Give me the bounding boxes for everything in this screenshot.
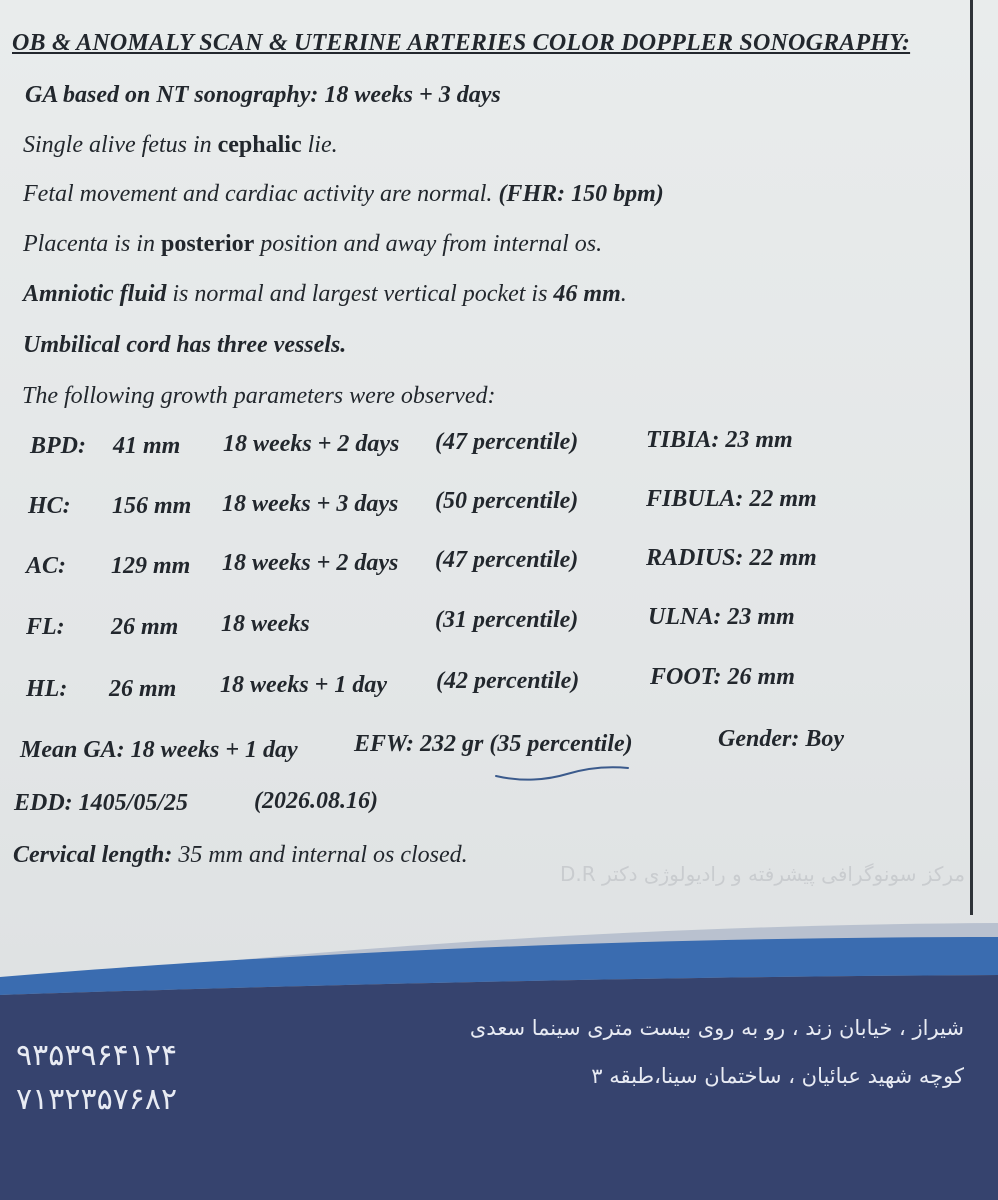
- bone-measure: TIBIA: 23 mm: [646, 427, 793, 453]
- cervical-line: [13, 840, 468, 870]
- footer-band: [0, 990, 998, 1200]
- placenta-text-1: Placenta is in: [23, 231, 161, 257]
- edd: EDD: 1405/05/25: [14, 790, 188, 816]
- cervical-text: 35 mm and internal os closed.: [172, 842, 468, 868]
- placenta-line: [23, 229, 602, 259]
- bone-measure: RADIUS: 22 mm: [646, 545, 817, 571]
- bone-measure: FIBULA: 22 mm: [646, 486, 817, 512]
- growth-value: 26 mm: [111, 614, 179, 640]
- growth-value: 41 mm: [113, 433, 181, 459]
- placenta-text-2: position and away from internal os.: [254, 231, 603, 257]
- growth-age: 18 weeks + 1 day: [220, 672, 387, 698]
- amniotic-line: [23, 279, 627, 309]
- growth-intro: The following growth parameters were observed:: [22, 383, 496, 409]
- growth-percentile: (50 percentile): [435, 488, 579, 514]
- phone-number-2: ۷۱۳۲۳۵۷۶۸۲: [16, 1082, 178, 1117]
- growth-label: BPD:: [30, 433, 86, 459]
- phone-number-1: ۹۳۵۳۹۶۴۱۲۴: [16, 1038, 178, 1073]
- growth-age: 18 weeks + 2 days: [222, 550, 399, 576]
- placenta-position-bold: posterior: [160, 231, 255, 257]
- edd-gregorian: (2026.08.16): [254, 788, 378, 814]
- fetus-text-2: lie.: [301, 132, 338, 158]
- efw: EFW: 232 gr (35 percentile): [354, 731, 633, 757]
- growth-age: 18 weeks + 3 days: [222, 491, 399, 517]
- amniotic-pocket-value: 46 mm: [553, 281, 621, 307]
- clinic-watermark: مرکز سونوگرافی پیشرفته و رادیولوژی دکتر D.R: [560, 862, 966, 886]
- growth-value: 156 mm: [112, 493, 192, 519]
- fetus-lie-bold: cephalic: [217, 132, 302, 158]
- growth-percentile: (31 percentile): [435, 607, 579, 633]
- address-line-1: شیراز ، خیابان زند ، رو به روی بیست متری سینما سعدی: [469, 1016, 964, 1040]
- growth-label: FL:: [26, 614, 65, 640]
- page-border: [970, 0, 973, 915]
- growth-label: HC:: [28, 493, 71, 519]
- address-line-2: کوچه شهید عبائیان ، ساختمان سینا،طبقه ۳: [591, 1064, 964, 1088]
- growth-label: AC:: [26, 553, 67, 579]
- movement-text: Fetal movement and cardiac activity are normal.: [23, 181, 499, 207]
- mean-ga: Mean GA: 18 weeks + 1 day: [20, 737, 298, 763]
- growth-age: 18 weeks: [221, 611, 310, 637]
- growth-percentile: (42 percentile): [436, 668, 580, 694]
- growth-age: 18 weeks + 2 days: [223, 431, 400, 457]
- bone-measure: ULNA: 23 mm: [648, 604, 795, 630]
- growth-percentile: (47 percentile): [435, 429, 579, 455]
- report-title: OB & ANOMALY SCAN & UTERINE ARTERIES COLOR DOPPLER SONOGRAPHY:: [12, 30, 911, 56]
- fhr-value: (FHR: 150 bpm): [498, 181, 664, 207]
- amniotic-bold: Amniotic fluid: [23, 281, 167, 307]
- growth-value: 129 mm: [111, 553, 191, 579]
- cervical-label: Cervical length:: [13, 842, 173, 868]
- growth-percentile: (47 percentile): [435, 547, 579, 573]
- amniotic-text-2: .: [620, 281, 627, 307]
- umbilical-line: Umbilical cord has three vessels.: [23, 332, 347, 358]
- amniotic-text-1: is normal and largest vertical pocket is: [166, 281, 554, 307]
- movement-line: [23, 179, 664, 209]
- ga-based-line: GA based on NT sonography: 18 weeks + 3 days: [25, 82, 501, 108]
- fetus-line: [23, 130, 338, 160]
- pen-underline-mark: [492, 760, 632, 782]
- growth-value: 26 mm: [109, 676, 177, 702]
- fetus-text-1: Single alive fetus in: [23, 132, 218, 158]
- gender: Gender: Boy: [718, 726, 844, 752]
- bone-measure: FOOT: 26 mm: [650, 664, 795, 690]
- growth-label: HL:: [26, 676, 68, 702]
